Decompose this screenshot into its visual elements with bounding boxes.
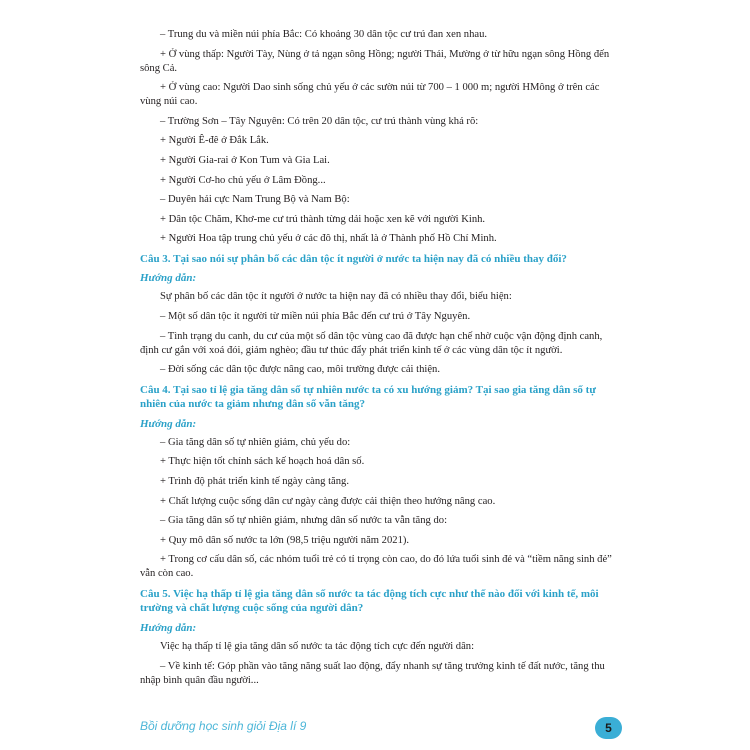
- text-line: + Ở vùng thấp: Người Tày, Nùng ở tả ngạn sông Hồng; người Thái, Mường ở từ hữu ngạn sông Hồng đến sông Cả.: [140, 48, 610, 74]
- text-line: + Ở vùng cao: Người Dao sinh sống chủ yếu ở các sườn núi từ 700 – 1 000 m; người HMông ở trên các vùng núi cao.: [140, 82, 600, 108]
- answer-line: – Về kinh tế: Góp phần vào tăng năng suất lao động, đẩy nhanh sự tăng trưởng kinh tế đất nước, tăng thu nhập bình quân đầu người...: [140, 660, 605, 686]
- text-line: + Người Gia-rai ở Kon Tum và Gia Lai.: [160, 154, 330, 166]
- answer-line: + Quy mô dân số nước ta lớn (98,5 triệu người năm 2021).: [160, 534, 410, 546]
- page-content: [140, 28, 618, 693]
- question-5-guide-heading: Hướng dẫn:: [140, 621, 197, 634]
- question-5-title: Câu 5. Việc hạ thấp tỉ lệ gia tăng dân số nước ta tác động tích cực như thế nào đối với kinh tế, môi trường và chất lượng cuộc sống của người dân?: [140, 587, 599, 615]
- question-4-title: Câu 4. Tại sao tỉ lệ gia tăng dân số tự nhiên nước ta có xu hướng giảm? Tại sao gia tăng dân số tự nhiên của nước ta giảm nhưng dân số vẫn tăng?: [140, 383, 596, 411]
- text-line: + Dân tộc Chăm, Khơ-me cư trú thành từng dải hoặc xen kẽ với người Kinh.: [160, 213, 486, 225]
- answer-line: + Trình độ phát triển kinh tế ngày càng tăng.: [160, 476, 349, 487]
- text-line: + Người Cơ-ho chủ yếu ở Lâm Đồng...: [160, 174, 326, 186]
- book-title: Bồi dưỡng học sinh giỏi Địa lí 9: [140, 719, 307, 733]
- question-4-guide-heading: Hướng dẫn:: [140, 417, 197, 430]
- answer-line: + Trong cơ cấu dân số, các nhóm tuổi trẻ có tỉ trọng còn cao, do đó lứa tuổi sinh đẻ và “tiềm năng sinh đẻ” vẫn còn cao.: [140, 554, 612, 580]
- answer-line: Việc hạ thấp tỉ lệ gia tăng dân số nước ta tác động tích cực đến người dân:: [160, 640, 475, 652]
- answer-line: + Thực hiện tốt chính sách kế hoạch hoá dân số.: [160, 456, 365, 468]
- text-line: + Người Hoa tập trung chủ yếu ở các đô thị, nhất là ở Thành phố Hồ Chí Minh.: [160, 233, 497, 245]
- answer-line: – Một số dân tộc ít người từ miền núi phía Bắc đến cư trú ở Tây Nguyên.: [160, 311, 471, 323]
- answer-line: Sự phân bố các dân tộc ít người ở nước ta hiện nay đã có nhiều thay đổi, biểu hiện:: [160, 291, 512, 303]
- text-line: – Duyên hải cực Nam Trung Bộ và Nam Bộ:: [160, 194, 350, 206]
- answer-line: – Gia tăng dân số tự nhiên giảm, nhưng dân số nước ta vẫn tăng do:: [160, 515, 448, 527]
- answer-line: – Tình trạng du canh, du cư của một số dân tộc vùng cao đã được hạn chế nhờ cuộc vận động định canh, định cư gắn với xoá đói, giảm nghèo; đầu tư thúc đẩy phát triển kinh tế ở các vùng dân tộc ít người.: [140, 330, 603, 356]
- answer-line: – Đời sống các dân tộc được nâng cao, môi trường được cải thiện.: [160, 364, 440, 376]
- page-footer: [140, 717, 620, 739]
- text-line: – Trường Sơn – Tây Nguyên: Có trên 20 dân tộc, cư trú thành vùng khá rõ:: [160, 115, 479, 127]
- text-line: + Người Ê-đê ở Đắk Lắk.: [160, 135, 269, 147]
- answer-line: + Chất lượng cuộc sống dân cư ngày càng được cải thiện theo hướng nâng cao.: [160, 495, 496, 507]
- answer-line: – Gia tăng dân số tự nhiên giảm, chủ yếu do:: [160, 436, 351, 448]
- question-3-title: Câu 3. Tại sao nói sự phân bố các dân tộc ít người ở nước ta hiện nay đã có nhiều thay đổi?: [140, 252, 567, 265]
- page-number-badge: 5: [595, 717, 622, 739]
- question-3-guide-heading: Hướng dẫn:: [140, 272, 197, 285]
- text-line: – Trung du và miền núi phía Bắc: Có khoảng 30 dân tộc cư trú đan xen nhau.: [160, 29, 488, 40]
